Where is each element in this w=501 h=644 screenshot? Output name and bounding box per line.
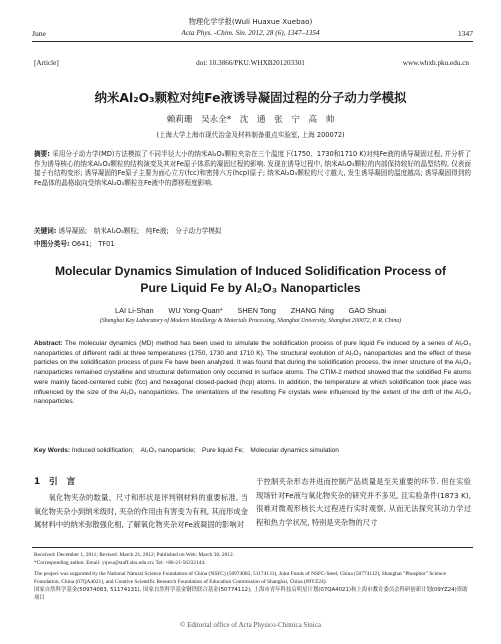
journal-website[interactable]: www.whxb.pku.edu.cn (402, 59, 469, 67)
footnotes (34, 551, 471, 602)
abstract-en (34, 339, 471, 407)
authors-cn: 赖莉珊 吴永全* 沈 通 张 宁 高 帅 (166, 115, 335, 125)
intro-right-column: 于控制夹杂形态并进而控制产品质量是至关重要的环节. 但在实验现场针对Fe液与氧化物夹杂的研究并不多见, 且实验条件(1873 K), 很难对微观形核长大过程进行实时观察, 从而无法探究其动力学过程和热力学状况, 特别是夹杂物的尺寸 (256, 477, 471, 527)
article-type: [Article] (34, 59, 59, 67)
section-heading: 1 引 言 (34, 477, 76, 487)
affiliation-en: (Shanghai Key Laboratory of Modern Metallurgy & Materials Processing, Shanghai University, Shanghai 200072, P. R. China) (99, 318, 402, 324)
footnote-rule (32, 547, 473, 548)
keywords-cn (34, 227, 471, 237)
funding-cn: 国家自然科学基金(50974083, 51174131), 国家自然科学基金钢铁联合基金(50774112), 上海市青年科技启明星计划(07QA4021)和上海市教育委员会科研创新计划(09YZ24)资助项目 (34, 587, 468, 601)
issue-month: June (32, 29, 46, 38)
corresponding-author: *Corresponding author. Email: yqwu@staff.shu.edu.cn; Tel: +86-21-56332144. (34, 560, 206, 566)
title-en-line1: Molecular Dynamics Simulation of Induced Solidification Process of (54, 264, 447, 278)
classification-cn-label: 中图分类号: (34, 240, 70, 248)
received-dates: Received: December 1, 2011; Revised: March 21, 2012; Published on Web: March 30, 2012. (34, 552, 235, 558)
page-number: 1347 (457, 29, 473, 38)
keywords-en-label: Key Words: (34, 447, 70, 454)
abstract-cn-label: 摘要: (34, 150, 50, 158)
keywords-cn-text: 诱导凝固; 纳米Al₂O₃颗粒; 纯Fe液; 分子动力学模拟 (58, 227, 222, 235)
copyright: © Editorial office of Acta Physico-Chimica Sinica (180, 621, 321, 629)
header-rule (32, 41, 473, 42)
affiliation-cn: (上海大学上海市现代冶金及材料制备重点实验室, 上海 200072) (156, 131, 345, 139)
abstract-cn (34, 150, 471, 189)
classification-cn-codes: O641; TF01 (71, 240, 115, 248)
classification-cn (34, 240, 471, 250)
abstract-en-text: The molecular dynamics (MD) method has been used to simulate the solidification process of pure liquid Fe induced by a series of Al₂O₃ nanoparticles of different radii at three temperatures (1750, 1730 and 1710 K). The structural evolution of Al₂O₃ nanoparticles and the effect of these particles on the solidification process of pure Fe have been analyzed. It was found that during the solidification process, the inner structure of the Al₂O₃ nanoparticles remained crystalline and structural deformation only occurred in surface atoms. The CTIM-2 method showed that the solidified Fe atoms were mainly faced-centered cubic (fcc) and hexagonal closed-packed (hcp) atoms. In addition, the temperature at which solidification took place was influenced by the size of the Al₂O₃ nanoparticles. The orientations of the resulting Fe crystals were influenced by the extent of the drift of the Al₂O₃ nanoparticles. (34, 340, 471, 406)
authors-en: LAI Li-Shan WU Yong-Quan* SHEN Tong ZHANG Ning GAO Shuai (115, 306, 386, 315)
keywords-en (34, 446, 471, 456)
keywords-en-text: Induced solidification; Al₂O₃ nanoparticle; Pure liquid Fe; Molecular dynamics simulation (71, 447, 339, 454)
doi[interactable]: doi: 10.3866/PKU.WHXB201203301 (196, 59, 305, 67)
title-en-line2: Pure Liquid Fe by Al₂O₃ Nanoparticles (140, 281, 361, 295)
abstract-cn-text: 采用分子动力学(MD)方法模拟了不同半径大小的纳米Al₂O₃颗粒夹杂在三个温度下(1750、1730和1710 K)对纯Fe液的诱导凝固过程, 并分析了作为诱导核心的纳米Al₂O₃颗粒的结构演变及其对Fe原子体系的凝固过程的影响. 发现在诱导过程中, 纳米Al₂O₃颗粒的内部保持较好的晶型结构, 仅表面接子有结构变形; 诱导凝固的Fe原子主要为面心立方(fcc)和密排六方(hcp)原子; 纳米Al₂O₃颗粒的尺寸越大, 发生诱导凝固的温度越高; 诱导凝固得到的Fe晶体的晶格取向受纳米Al₂O₃颗粒在Fe液中的漂移程度影响. (34, 150, 471, 188)
title-cn: 纳米Al₂O₃颗粒对纯Fe液诱导凝固过程的分子动力学模拟 (94, 90, 407, 105)
keywords-cn-label: 关键词: (34, 227, 57, 235)
intro-left-column: 氧化物夹杂的数量、尺寸和形状是评判钢材料的重要标准, 当氧化物夹杂小到纳米级时, 夹杂的作用由有害变为有利, 其而形成金属材料中的纳米弥散强化相, 了解氧化物夹杂对Fe液凝固的影响对 (34, 493, 248, 530)
journal-name: 物理化学学报(Wuli Huaxue Xuebao) (188, 17, 313, 26)
funding-en: The project was supported by the National Natural Science Foundation of China (NSFC) (50974083, 51174131), Joint Funds of NSFC-Steel, China (50774112), Shanghai "Phosphor" Science Foundation, China (07QA4021), and Creative Scientific Research Foundation of Education Commission of Shanghai, China (09YZ24). (34, 571, 446, 585)
journal-citation: Acta Phys. -Chim. Sin. 2012, 28 (6), 1347–1354 (181, 29, 320, 37)
abstract-en-label: Abstract: (34, 340, 63, 347)
